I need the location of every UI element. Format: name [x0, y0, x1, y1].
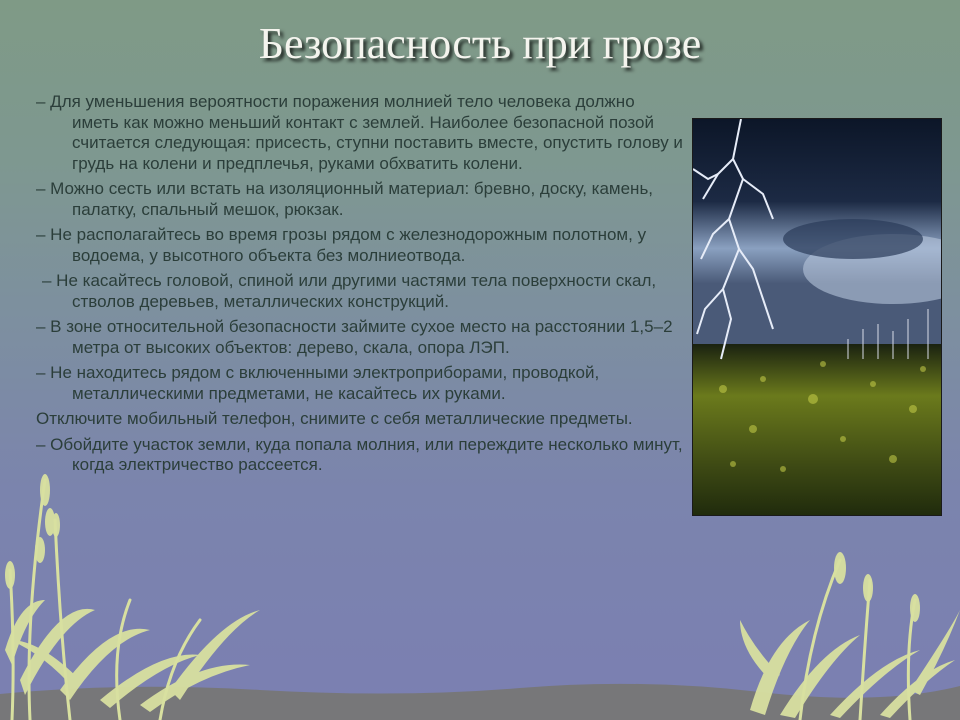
rule-item: – Обойдите участок земли, куда попала молния, или переждите несколько минут, когда электричество рассеется. — [36, 434, 683, 474]
rule-item: – Можно сесть или встать на изоляционный материал: бревно, доску, камень, палатку, спальный мешок, рюкзак. — [36, 179, 654, 219]
lightning-storm-photo — [692, 118, 942, 516]
wheat-grass-decoration-right — [740, 540, 960, 720]
wheat-grass-decoration-left — [0, 450, 300, 720]
slide-title: Безопасность при грозе — [258, 19, 702, 68]
rule-item: – Для уменьшения вероятности поражения молнией тело человека должно иметь как можно меньший контакт с землей. Наиболее безопасной позой считается следующая: присесть, ступни поставить вместе, опустить голову и грудь на колени и предплечья, руками обхватить колени. — [36, 92, 683, 173]
rule-item: – Не касайтесь головой, спиной или другими частями тела поверхности скал, стволов деревьев, металлических конструкций. — [42, 271, 657, 311]
rule-item: – В зоне относительной безопасности займите сухое место на расстоянии 1,5–2 метра от высоких объектов: дерево, скала, опора ЛЭП. — [36, 317, 673, 357]
safety-rules-text — [36, 92, 686, 481]
rule-item: – Не находитесь рядом с включенными электроприборами, проводкой, металлическими предметами, не касайтесь их руками. — [36, 363, 600, 403]
rule-item: – Не располагайтесь во время грозы рядом с железнодорожным полотном, у водоема, у высотного объекта без молниеотвода. — [36, 225, 647, 265]
rule-item: Отключите мобильный телефон, снимите с себя металлические предметы. — [36, 409, 633, 428]
